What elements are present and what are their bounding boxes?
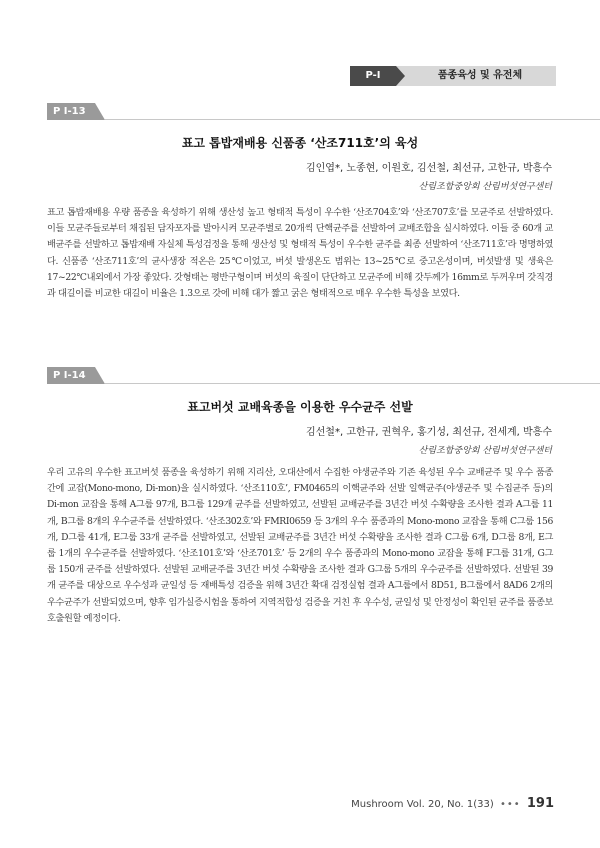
abstract-affiliation: 산림조합중앙회 산림버섯연구센터 <box>418 446 552 456</box>
abstract-title: 표고 톱밥재배용 신품종 ‘산조711호’의 육성 <box>181 136 419 150</box>
badge-slope <box>95 103 105 120</box>
badge-slope <box>95 367 105 384</box>
section-arrow <box>396 66 405 86</box>
journal-name: Mushroom Vol. 20, No. 1(33) <box>351 799 494 810</box>
abstract-authors: 김선철*, 고한규, 권혁우, 홍기성, 최선규, 전세계, 박흥수 <box>305 427 552 438</box>
abstract-body: 표고 톱밥재배용 우량 품종을 육성하기 위해 생산성 높고 형태적 특성이 우수한 ‘산조704호’와 ‘산조707호’를 모균주로 선발하였다. 이들 모균주들로부터 채집된 담자포자를 발아시켜 모균주별로 20개씩 단핵균주를 선발하여 교배조합을 실시하였다. 이들 중 60개 교배균주를 선발하고 톱밥재배 자실체 특성검정을 통해 생산성 및 형태적 특성이 우수한 균주를 최종 선발하여 ‘산조711호’라 명명하였다. 신품종 ‘산조711호’의 균사생장 적온은 25℃이었고, 버섯 발생온도 범위는 13~25℃로 중고온성이며, 버섯발생 및 생육은 17~22℃내외에서 가장 좋았다. 갓형태는 평반구형이며 버섯의 육질이 단단하고 모균주에 비해 갓두께가 16mm로 두꺼우며 갓직경과 대길이를 비교한 대길이 비율은 1.3으로 갓에 비해 대가 짧고 굵은 형태적으로 매우 우수한 특성을 보였다. <box>47 207 553 300</box>
abstract-affiliation: 산림조합중앙회 산림버섯연구센터 <box>418 182 552 192</box>
abstract-body: 우리 고유의 우수한 표고버섯 품종을 육성하기 위해 지리산, 오대산에서 수집한 야생균주와 기존 육성된 우수 교배균주 및 우수 품종간에 교잡(Mono-mono, Di-mon)을 실시하였다. ‘산조110호’, FM0465의 이핵균주와 선발 일핵균주(야생균주 및 수집균주 등)의 Di-mon 교잡을 통해 A그룹 97개, B그룹 129개 균주를 선발하였고, 선발된 교배균주를 3년간 버섯 수확량을 조사한 결과 A그룹 11개, B그룹 8개의 우수균주를 선발하였다. ‘산조302호’와 FMRI0659 등 3개의 우수 품종과의 Mono-mono 교잡을 통해 C그룹 156개, D그룹 41개, E그룹 33개 균주를 선발하였고, 선발된 교배균주를 3년간 버섯 수확량을 조사한 결과 C그룹 6개, D그룹 8개, E그룹 1개의 우수균주를 선발하였다. ‘산조101호’와 ‘산조701호’ 등 2개의 우수 품종과의 Mono-mono 교잡을 통해 F그룹 31개, G그룹 150개 균주를 선발하였다. 선발된 교배균주를 3년간 버섯 수확량을 조사한 결과 G그룹 5개의 우수균주를 선발하였다. 선발된 39개 균주를 대상으로 우수성과 균일성 등 재배특성 검증을 위해 3년간 확대 검정실험 결과 A그룹에서 8D51, B그룹에서 8AD6 2개의 우수균주가 선발되었으며, 향후 임가실증시험을 통하여 지역적합성 검증을 거친 후 우수성, 균일성 및 안정성이 확인된 균주를 품종보호출원할 예정이다. <box>47 467 553 624</box>
section-title: 품종육성 및 유전체 <box>437 70 523 81</box>
page-footer <box>351 796 554 811</box>
abstract-code: P Ⅰ-14 <box>47 367 95 384</box>
abstract-authors: 김인엽*, 노종현, 이원호, 김선철, 최선규, 고한규, 박흥수 <box>305 163 552 174</box>
page-number: 191 <box>526 796 554 811</box>
abstract-title: 표고버섯 교배육종을 이용한 우수균주 선발 <box>187 400 413 414</box>
footer-dots: ••• <box>499 799 521 810</box>
abstract-code: P Ⅰ-13 <box>47 103 95 120</box>
section-header <box>350 66 556 86</box>
badge-rule <box>105 383 600 384</box>
section-code: P-Ⅰ <box>350 66 396 86</box>
badge-rule <box>105 119 600 120</box>
